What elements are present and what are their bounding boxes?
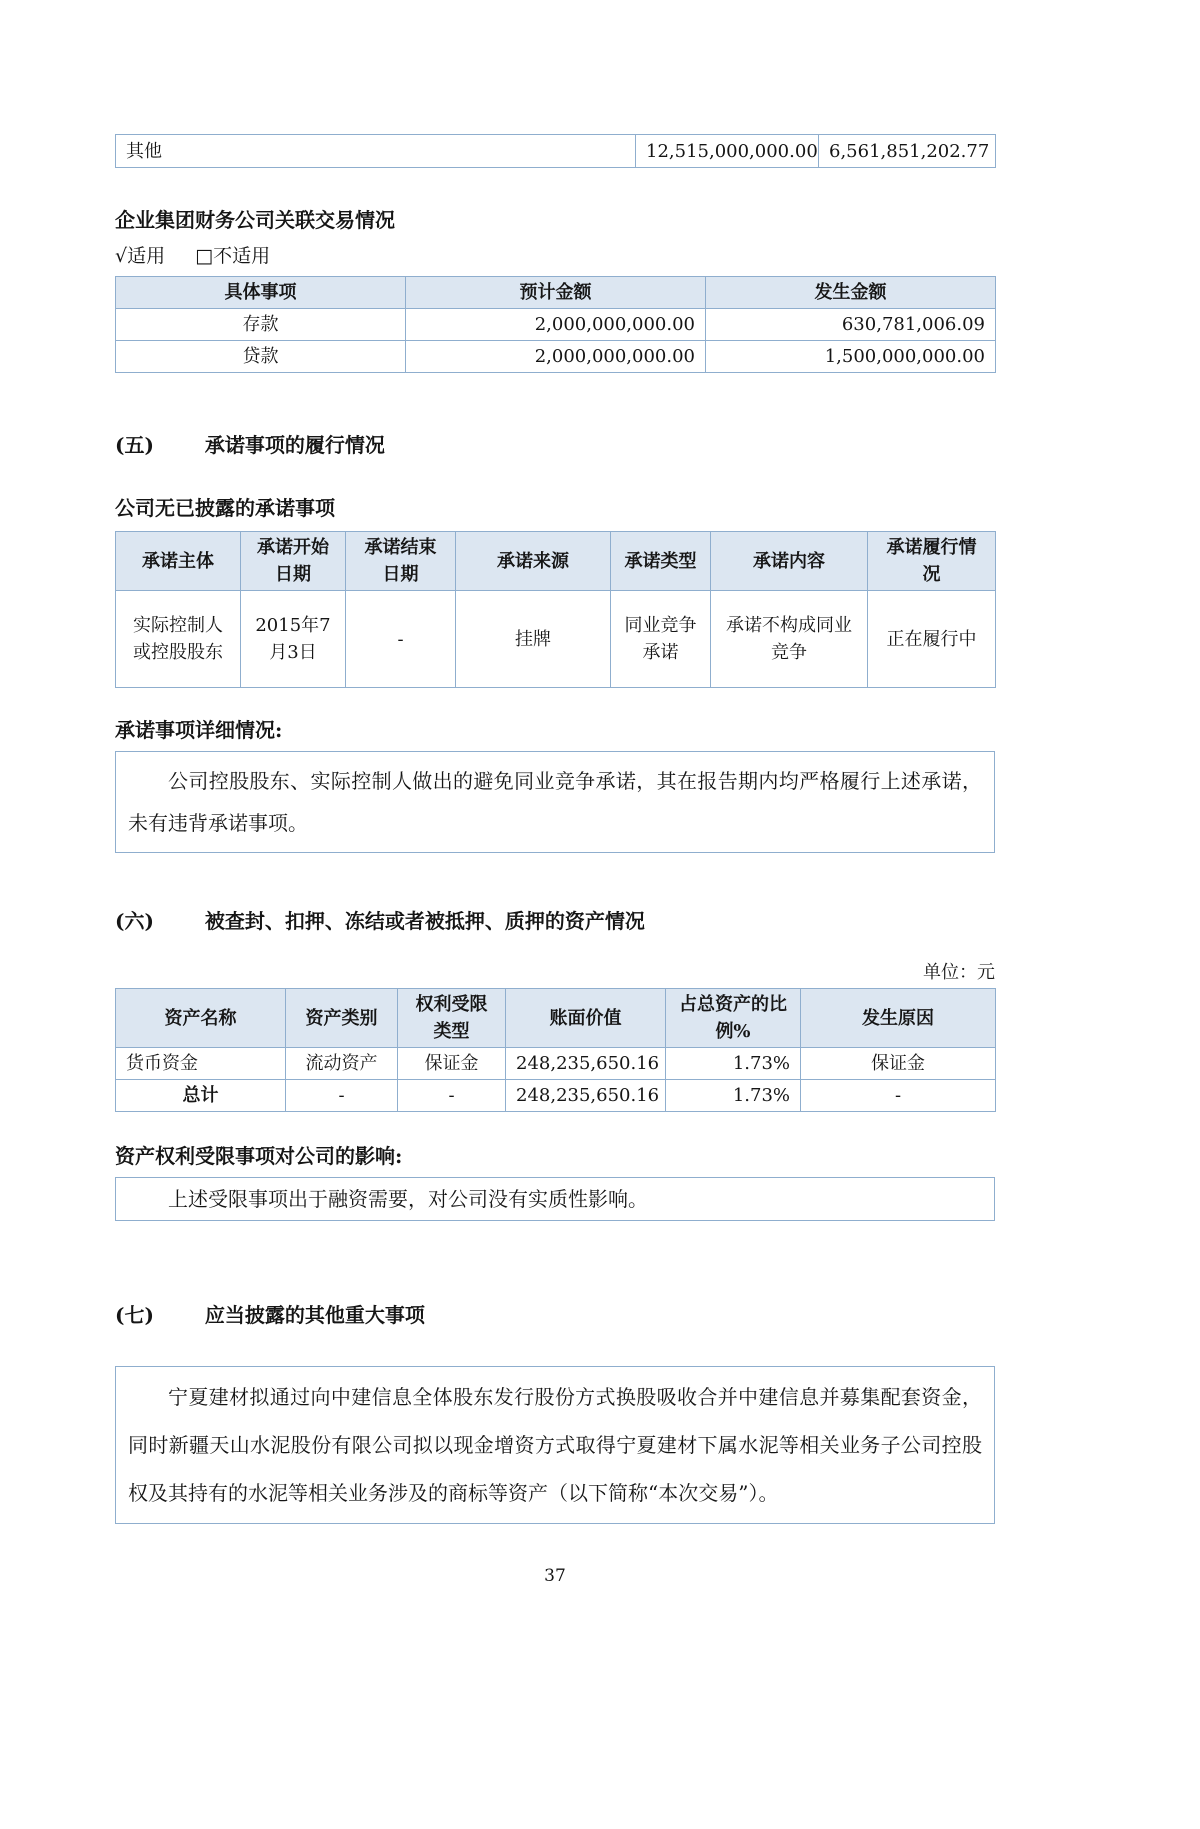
col-header-performance: 承诺履行情况 [868, 532, 996, 591]
col-header-asset-name: 资产名称 [116, 989, 286, 1048]
commitment-details-text: 公司控股股东、实际控制人做出的避免同业竞争承诺，其在报告期内均严格履行上述承诺，未有违背承诺事项。 [128, 769, 982, 835]
table-cell: 2,000,000,000.00 [406, 341, 706, 373]
major-matters-box [115, 1366, 995, 1524]
col-header-item: 具体事项 [116, 277, 406, 309]
finance-company-table [115, 276, 996, 373]
table-cell: 其他 [116, 135, 636, 168]
section-6-number: (六) [115, 909, 154, 933]
col-header-source: 承诺来源 [456, 532, 611, 591]
applicability-line [115, 241, 995, 268]
unit-label: 单位：元 [923, 962, 995, 983]
major-matters-text: 宁夏建材拟通过向中建信息全体股东发行股份方式换股吸收合并中建信息并募集配套资金，同时新疆天山水泥股份有限公司拟以现金增资方式取得宁夏建材下属水泥等相关业务子公司控股权及其持有的水泥等相关业务涉及的商标等资产（以下简称“本次交易”）。 [128, 1385, 982, 1505]
section-5-heading [115, 429, 995, 458]
table-cell: 248,235,650.16 [506, 1048, 666, 1080]
col-header-book-value: 账面价值 [506, 989, 666, 1048]
table-row-total [116, 1080, 996, 1112]
section-6-title: 被查封、扣押、冻结或者被抵押、质押的资产情况 [204, 909, 645, 933]
table-header-row [116, 989, 996, 1048]
restriction-impact-box [115, 1177, 995, 1221]
table-cell: 流动资产 [286, 1048, 398, 1080]
table-row [116, 309, 996, 341]
col-header-content: 承诺内容 [711, 532, 868, 591]
table-cell: 6,561,851,202.77 [819, 135, 996, 168]
table-cell: 贷款 [116, 341, 406, 373]
table-cell: 总计 [116, 1080, 286, 1112]
applicable-option: √适用 [115, 245, 166, 267]
col-header-estimated-amount: 预计金额 [406, 277, 706, 309]
col-header-reason: 发生原因 [801, 989, 996, 1048]
col-header-type: 承诺类型 [611, 532, 711, 591]
page-number: 37 [544, 1566, 566, 1586]
table-cell: 同业竞争承诺 [611, 591, 711, 688]
document-page [0, 134, 1200, 1829]
col-header-actual-amount: 发生金额 [706, 277, 996, 309]
table-cell: 630,781,006.09 [706, 309, 996, 341]
table-cell: 2,000,000,000.00 [406, 309, 706, 341]
table-cell: - [286, 1080, 398, 1112]
col-header-commitment-party: 承诺主体 [116, 532, 241, 591]
commitment-details-label: 承诺事项详细情况: [115, 718, 283, 742]
col-header-end-date: 承诺结束日期 [346, 532, 456, 591]
table-cell: 货币资金 [116, 1048, 286, 1080]
section-7-number: (七) [115, 1303, 154, 1327]
table-cell: - [346, 591, 456, 688]
restricted-assets-table [115, 988, 996, 1112]
table-cell: 实际控制人或控股股东 [116, 591, 241, 688]
commitments-table [115, 531, 996, 688]
restriction-impact-label: 资产权利受限事项对公司的影响: [115, 1144, 403, 1168]
col-header-asset-category: 资产类别 [286, 989, 398, 1048]
page-content [115, 134, 995, 1586]
not-applicable-option: □不适用 [195, 245, 271, 267]
col-header-restriction-type: 权利受限类型 [398, 989, 506, 1048]
table-cell: 1.73% [666, 1048, 801, 1080]
col-header-start-date: 承诺开始日期 [241, 532, 346, 591]
table-cell: 2015年7月3日 [241, 591, 346, 688]
table-row [116, 341, 996, 373]
section-5-title: 承诺事项的履行情况 [204, 433, 385, 457]
table-cell: 1,500,000,000.00 [706, 341, 996, 373]
table-row [116, 591, 996, 688]
table-cell: 保证金 [398, 1048, 506, 1080]
table-cell: 正在履行中 [868, 591, 996, 688]
table-row [116, 1048, 996, 1080]
finance-company-title: 企业集团财务公司关联交易情况 [115, 208, 395, 232]
table-header-row [116, 277, 996, 309]
carryover-table [115, 134, 996, 168]
table-cell: 248,235,650.16 [506, 1080, 666, 1112]
table-cell: 存款 [116, 309, 406, 341]
section-5-number: (五) [115, 433, 154, 457]
commitment-details-box [115, 751, 995, 853]
table-cell: 1.73% [666, 1080, 801, 1112]
section-7-title: 应当披露的其他重大事项 [204, 1303, 425, 1327]
table-cell: - [801, 1080, 996, 1112]
table-row [116, 135, 996, 168]
section-6-heading [115, 905, 995, 934]
table-cell: 承诺不构成同业竞争 [711, 591, 868, 688]
restriction-impact-text: 上述受限事项出于融资需要，对公司没有实质性影响。 [168, 1187, 648, 1211]
table-cell: 保证金 [801, 1048, 996, 1080]
table-cell: 12,515,000,000.00 [636, 135, 819, 168]
section-7-heading [115, 1299, 995, 1328]
commitments-subtitle: 公司无已披露的承诺事项 [115, 496, 335, 520]
table-header-row [116, 532, 996, 591]
col-header-ratio: 占总资产的比例% [666, 989, 801, 1048]
table-cell: - [398, 1080, 506, 1112]
table-cell: 挂牌 [456, 591, 611, 688]
